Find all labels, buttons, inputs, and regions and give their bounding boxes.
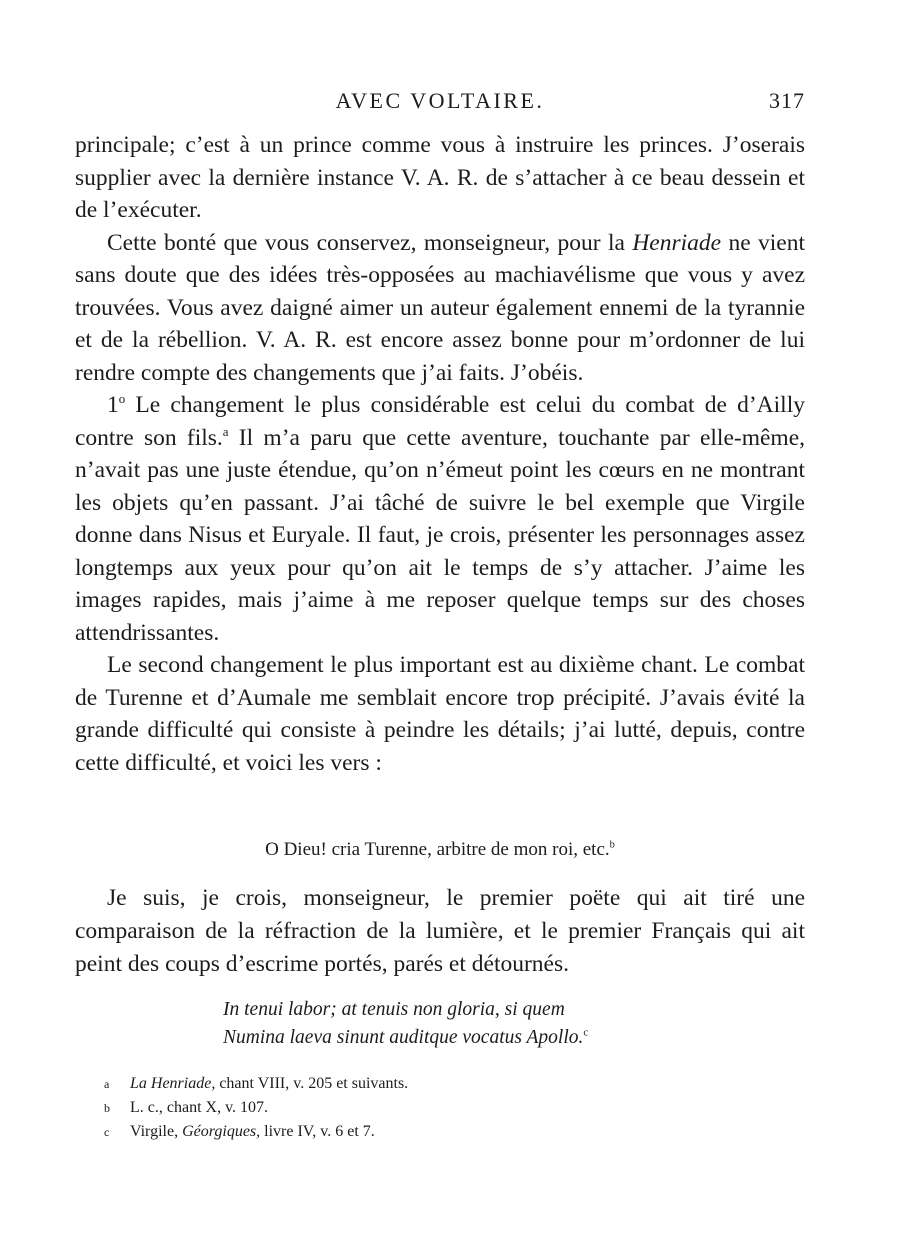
latin-line-2 bbox=[223, 1024, 783, 1052]
footnote-a bbox=[104, 1072, 804, 1096]
footnote-b bbox=[104, 1096, 804, 1120]
footnote-title: Géorgiques, bbox=[182, 1123, 261, 1140]
running-title: AVEC VOLTAIRE. bbox=[335, 88, 545, 113]
footnote-mark: b bbox=[104, 1101, 110, 1115]
footnote-text: livre IV, v. 6 et 7. bbox=[260, 1123, 375, 1140]
footnote-ref-b: b bbox=[609, 839, 615, 851]
paragraph-2-end: ne vient sans doute que des idées très-opposées au machiavélisme que vous y avez trouvées. Vous avez daigné aimer un auteur également ennemi de la tyrannie et de la rébellion. V. A. R. est encore assez bonne pour m’ordonner de lui rendre compte des changements que j’ai faits. J’obéis. bbox=[75, 229, 805, 386]
footnote-c bbox=[104, 1120, 804, 1144]
footnote-title: La Henriade, bbox=[130, 1075, 216, 1092]
paragraph-1: principale; c’est à un prince comme vous à instruire les princes. J’oserais supplier avec la dernière instance V. A. R. de s’attacher à ce beau dessein et de l’exécuter. bbox=[75, 132, 805, 223]
footnote-mark: a bbox=[104, 1077, 110, 1091]
verse-quotation bbox=[75, 836, 805, 864]
footnote-text: L. c., chant X, v. 107. bbox=[130, 1099, 269, 1116]
paragraph-3 bbox=[75, 389, 805, 649]
main-text bbox=[75, 129, 805, 779]
item-number-ordinal: o bbox=[118, 391, 126, 407]
footnote-text: chant VIII, v. 205 et suivants. bbox=[215, 1075, 409, 1092]
paragraph-2 bbox=[75, 227, 805, 390]
item-number: 1 bbox=[107, 392, 119, 418]
page-header bbox=[75, 84, 805, 118]
latin-line-2-text: Numina laeva sinunt auditque vocatus Apollo. bbox=[223, 1027, 584, 1048]
henriade-title: Henriade bbox=[632, 229, 722, 256]
footnote-ref-c: c bbox=[583, 1026, 589, 1039]
latin-line-1: In tenui labor; at tenuis non gloria, si quem bbox=[223, 999, 565, 1020]
paragraph-4: Le second changement le plus important est au dixième chant. Le combat de Turenne et d’Aumale me semblait encore trop précipité. J’avais évité la grande difficulté qui consiste à peindre les détails; j’ai lutté, depuis, contre cette difficulté, et voici les vers : bbox=[75, 652, 805, 776]
paragraph-3-end: Il m’a paru que cette aventure, touchante par elle-même, n’avait pas une juste étendue, qu’on n’émeut point les cœurs en ne montrant les objets qu’en passant. J’ai tâché de suivre le bel exemple que Virgile donne dans Nisus et Euryale. Il faut, je crois, présenter les personnages assez longtemps aux yeux pour qu’on ait le temps de s’y attacher. J’aime les images rapides, mais j’aime à me reposer quelque temps sur des choses attendrissantes. bbox=[75, 424, 805, 646]
page-number: 317 bbox=[769, 88, 805, 113]
paragraph-2-start: Cette bonté que vous conservez, monseigneur, pour la bbox=[107, 229, 633, 256]
verse-line: O Dieu! cria Turenne, arbitre de mon roi, etc. bbox=[265, 839, 610, 860]
footnotes bbox=[104, 1072, 804, 1144]
paragraph-5: Je suis, je crois, monseigneur, le premier poëte qui ait tiré une comparaison de la réfraction de la lumière, et le premier Français qui ait peint des coups d’escrime portés, parés et détournés. bbox=[75, 885, 805, 977]
footnote-author: Virgile, bbox=[130, 1123, 183, 1140]
latin-quotation bbox=[223, 996, 783, 1052]
paragraph-3-start: Le changement le plus considérable est celui du combat de d’Ailly contre son fils. bbox=[75, 392, 805, 451]
footnote-ref-a: a bbox=[222, 423, 229, 439]
footnote-mark: c bbox=[104, 1125, 110, 1139]
